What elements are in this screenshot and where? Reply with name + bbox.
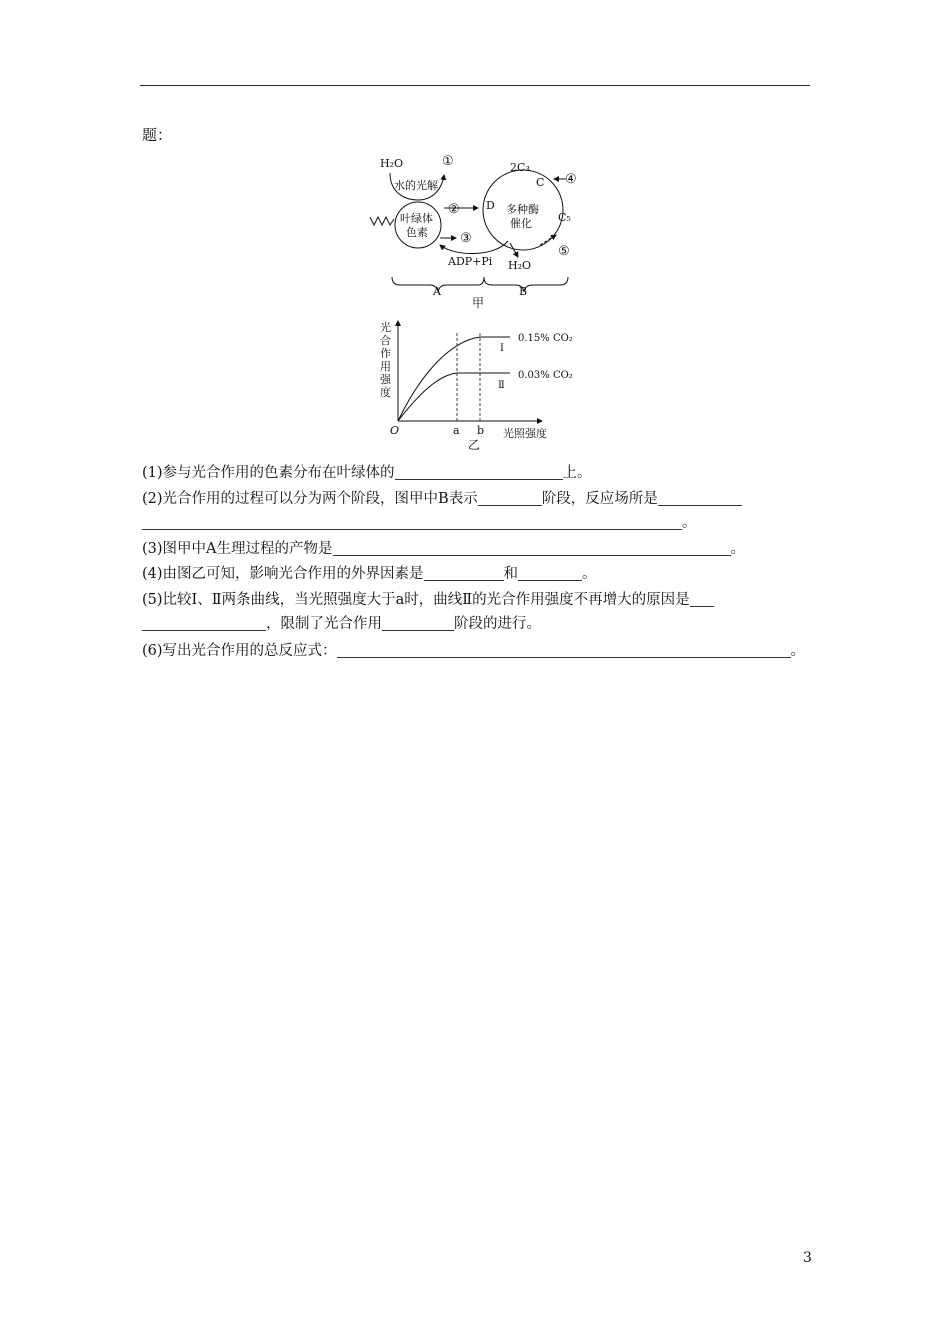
chlorophyll-label-1: 叶绿体 [400,212,433,225]
y-axis-label-char-3: 作 [380,347,391,360]
q5-mid: ，限制了光合作用 [266,616,382,632]
marker-5: ⑤ [558,244,570,259]
q2-mid: 阶段，反应场所是 [541,491,658,507]
x-tick-b: b [477,424,485,437]
header-rule [140,85,810,86]
dashed-arrow-5 [540,235,556,245]
page-number: 3 [803,1250,812,1266]
brace-label-A: A [433,285,441,298]
q2-tail: 。 [682,515,697,531]
brace-label-B: B [519,285,528,298]
q5-blank-reason-2[interactable] [142,615,266,631]
q4-blank-1[interactable] [424,565,504,581]
caption-jia: 甲 [472,296,485,310]
question-2 [142,488,742,510]
marker-3: ③ [460,231,472,246]
enzyme-label-2: 催化 [510,217,532,230]
q4-tail: 。 [582,566,597,582]
curve-I [398,337,510,421]
q3-tail: 。 [730,541,746,557]
curve-II [398,373,510,421]
q1-blank[interactable] [395,464,563,480]
y-axis-label-char-2: 合 [380,334,391,347]
question-1 [142,462,592,484]
question-2-cont [142,512,697,534]
label-C: C [536,176,545,189]
h2o-top-label: H₂O [380,157,404,170]
y-axis-label-char-5: 强 [380,373,391,386]
q1-tail: 上。 [562,465,592,481]
q5-tail: 阶段的进行。 [454,616,541,632]
x-axis-label: 光照强度 [503,427,547,440]
question-5 [142,589,714,611]
chlorophyll-label-2: 色素 [406,226,428,239]
series-II-co2-label: 0.03% CO₂ [518,370,573,381]
q6-text: (6)写出光合作用的总反应式： [142,643,337,659]
adp-return-curve [440,241,508,254]
question-4 [142,563,597,585]
q2-text: (2)光合作用的过程可以分为两个阶段，图甲中B表示 [142,491,478,507]
q6-blank[interactable] [337,642,791,658]
q2-blank-stage[interactable] [478,490,542,506]
chart-yi [380,320,573,452]
q3-blank[interactable] [333,540,731,556]
q3-text: (3)图甲中A生理过程的产物是 [142,541,333,557]
q1-text: (1)参与光合作用的色素分布在叶绿体的 [142,465,395,481]
label-c5: C₅ [558,211,571,224]
question-3 [142,538,745,560]
q4-mid: 和 [503,566,519,582]
q6-tail: 。 [790,643,806,659]
y-axis-label-char-4: 用 [380,360,391,373]
q2-blank-place-2[interactable] [142,514,682,530]
intro-text: 题： [142,126,173,144]
marker-1: ① [442,154,454,169]
series-I-name: Ⅰ [500,343,504,354]
y-axis-label-char-6: 度 [380,386,391,399]
adp-label: ADP+Pi [448,255,493,268]
light-zigzag-icon [370,217,394,225]
series-II-name: Ⅱ [498,380,505,391]
x-tick-a: a [453,424,460,437]
h2o-bottom-label: H₂O [508,259,532,272]
origin-label: O [390,424,400,437]
q5-blank-reason-1[interactable] [690,591,714,607]
series-I-co2-label: 0.15% CO₂ [518,333,573,344]
marker-4: ④ [565,172,577,187]
question-6 [142,640,805,662]
caption-yi: 乙 [468,438,481,452]
enzyme-label-1: 多种酶 [506,203,539,216]
label-D: D [486,199,495,212]
q4-text: (4)由图乙可知，影响光合作用的外界因素是 [142,566,424,582]
figure-area [360,145,600,455]
q2-blank-place-1[interactable] [658,490,742,506]
q5-blank-stage[interactable] [382,615,454,631]
question-5-cont [142,613,541,635]
y-axis-label-char-1: 光 [380,321,391,334]
chlorophyll-circle [395,202,441,248]
water-split-label: 水的光解 [394,179,438,192]
label-2c3: 2C₃ [510,161,530,174]
q4-blank-2[interactable] [518,565,582,581]
q5-text: (5)比较Ⅰ、Ⅱ两条曲线，当光照强度大于a时，曲线Ⅱ的光合作用强度不再增大的原因是 [142,592,690,608]
marker-2: ② [448,202,460,217]
